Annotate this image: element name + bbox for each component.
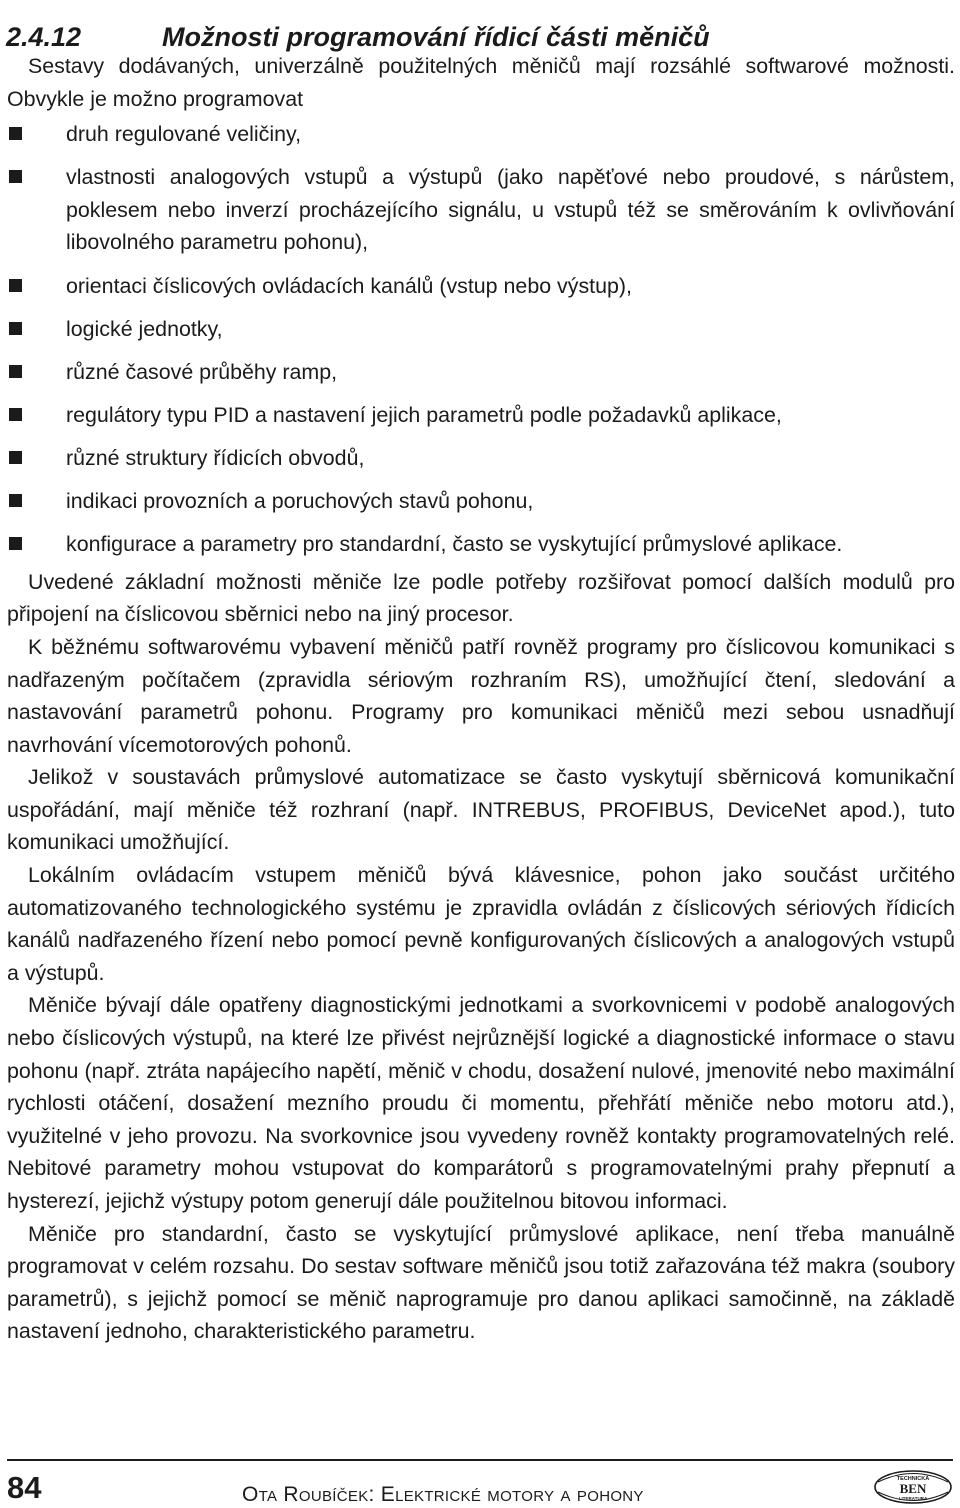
logo-mark: BEN <box>899 1481 927 1496</box>
square-bullet-icon <box>9 537 22 550</box>
ben-publisher-logo-icon <box>872 1469 954 1505</box>
book-title: Ota Roubíček: Elektrické motory a pohony <box>242 1483 644 1506</box>
square-bullet-icon <box>9 127 22 140</box>
logo-top-text: TECHNICKÁ <box>896 1476 930 1482</box>
square-bullet-icon <box>9 408 22 421</box>
paragraph: Jelikož v soustavách průmyslové automatizace se často vyskytují sběrnicová komunikační uspořádání, mají měniče též rozhraní (např. INTREBUS, PROFIBUS, DeviceNet apod.), tuto komunikaci umožňující. <box>7 765 955 855</box>
page-number: 84 <box>7 1470 42 1505</box>
list-item: regulátory typu PID a nastavení jejich parametrů podle požadavků aplikace, <box>7 399 955 432</box>
square-bullet-icon <box>9 451 22 464</box>
list-item: indikaci provozních a poruchových stavů pohonu, <box>7 485 955 518</box>
paragraph: Měniče bývají dále opatřeny diagnostickými jednotkami a svorkovnicemi v podobě analogových nebo číslicových výstupů, na které lze přivést nejrůznější logické a diagnostické informace o stavu pohonu (např. ztráta napájecího napětí, měnič v chodu, dosažení nulové, jmenovité nebo maximální rychlosti otáčení, dosažení mezního proudu či momentu, přehřátí měniče nebo motoru atd.), využitelné v jeho provozu. Na svorkovnice jsou vyvedeny rovněž kontakty programovatelných relé. Nebitové parametry mohou vstupovat do komparátorů s programovatelnými prahy přepnutí a hysterezí, jejichž výstupy potom generují dále použitelnou bitovou informaci. <box>7 993 955 1213</box>
list-item: logické jednotky, <box>7 313 955 346</box>
section-title: Možnosti programování řídicí části měničů <box>162 22 710 53</box>
square-bullet-icon <box>9 322 22 335</box>
paragraph: Měniče pro standardní, často se vyskytující průmyslové aplikace, není třeba manuálně programovat v celém rozsahu. Do sestav software měničů jsou totiž zařazována též makra (soubory parametrů), s jejichž pomocí se měnič naprogramuje pro danou aplikaci samočinně, na základě nastavení jednoho, charakteristického parametru. <box>7 1221 955 1344</box>
paragraph: Lokálním ovládacím vstupem měničů bývá klávesnice, pohon jako součást určitého automatizovaného technologického systému je zpravidla ovládán z číslicových sériových řídicích kanálů nadřazeného řízení nebo pomocí pevně konfigurovaných číslicových a analogových vstupů a výstupů. <box>7 863 955 985</box>
list-item: konfigurace a parametry pro standardní, často se vyskytující průmyslové aplikace. <box>7 528 955 561</box>
paragraph: Uvedené základní možnosti měniče lze podle potřeby rozšiřovat pomocí dalších modulů pro připojení na číslicovou sběrnici nebo na jiný procesor. <box>7 569 955 627</box>
square-bullet-icon <box>9 170 22 183</box>
square-bullet-icon <box>9 279 22 292</box>
section-number: 2.4.12 <box>6 22 82 53</box>
intro-paragraph: Sestavy dodávaných, univerzálně použitelných měničů mají rozsáhlé softwarové možnosti. Obvykle je možno programovat <box>7 54 955 111</box>
footer-divider <box>7 1459 953 1461</box>
square-bullet-icon <box>9 494 22 507</box>
list-item: různé struktury řídicích obvodů, <box>7 442 955 475</box>
list-item: vlastnosti analogových vstupů a výstupů (jako napěťové nebo proudové, s nárůstem, poklesem nebo inverzí procházejícího signálu, u vstupů též se směrováním k ovlivňování libovolného parametru pohonu), <box>7 161 955 259</box>
logo-bottom-text: LITERATURA <box>898 1496 928 1501</box>
square-bullet-icon <box>9 365 22 378</box>
paragraph: K běžnému softwarovému vybavení měničů patří rovněž programy pro číslicovou komunikaci s nadřazeným počítačem (zpravidla sériovým rozhraním RS), umožňující čtení, sledování a nastavování parametrů pohonu. Programy pro komunikaci měničů mezi sebou usnadňují navrhování vícemotorových pohonů. <box>7 634 955 757</box>
feature-list <box>7 118 955 561</box>
list-item: různé časové průběhy ramp, <box>7 356 955 389</box>
list-item: orientaci číslicových ovládacích kanálů (vstup nebo výstup), <box>7 270 955 303</box>
list-item: druh regulované veličiny, <box>7 118 955 151</box>
body-text <box>7 50 955 1348</box>
